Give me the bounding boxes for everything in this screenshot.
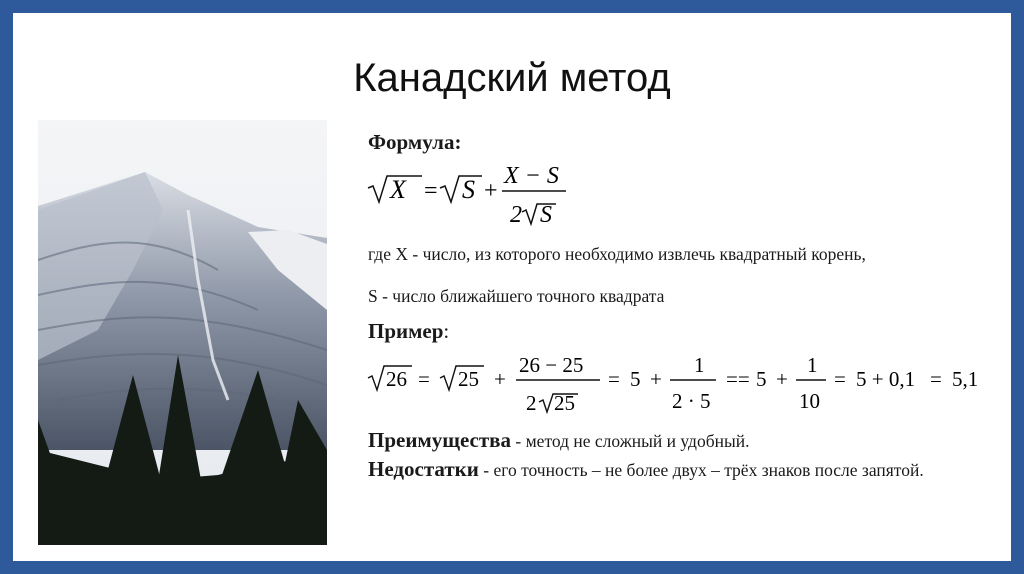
- advantages-text: - метод не сложный и удобный.: [511, 431, 750, 451]
- example-frac2-den: 2 · 5: [672, 389, 711, 413]
- example-label-text: Пример: [368, 319, 444, 343]
- formula-den-s: S: [540, 202, 552, 228]
- formula-lhs-x: X: [390, 175, 406, 204]
- formula-explanation-x: где X - число, из которого необходимо извлечь квадратный корень,: [368, 244, 866, 264]
- formula-eq: =: [424, 178, 438, 204]
- disadvantages-line: [368, 457, 988, 482]
- example-plus-1: +: [494, 367, 506, 391]
- example-label: [368, 319, 449, 344]
- formula-explanation-s: S - число ближайшего точного квадрата: [368, 286, 665, 306]
- disadvantages-label: Недостатки: [368, 457, 479, 481]
- formula-rhs-s: S: [462, 175, 475, 204]
- disadvantages-text: - его точность – не более двух – трёх знаков после запятой.: [478, 460, 924, 480]
- example-root-25: 25: [458, 367, 479, 391]
- example-plus-2: +: [650, 367, 662, 391]
- example-frac3-den: 10: [799, 389, 820, 413]
- example-frac2-num: 1: [694, 353, 705, 377]
- example-calculation: [364, 352, 994, 416]
- advantages-label: Преимущества: [368, 428, 512, 452]
- slide-title: Канадский метод: [353, 56, 671, 100]
- mountain-photo: [38, 120, 327, 545]
- example-sum: 5 + 0,1: [856, 367, 916, 391]
- example-frac1-den-coef: 2: [526, 391, 537, 415]
- formula-numerator: X − S: [504, 163, 559, 189]
- example-frac1-den-root: 25: [554, 391, 575, 415]
- example-five-1: 5: [630, 367, 641, 391]
- example-label-colon: :: [443, 319, 450, 343]
- advantages-line: [368, 428, 988, 453]
- formula-rhs-radical: [440, 176, 482, 202]
- main-formula: [364, 160, 604, 232]
- example-result: 5,1: [952, 367, 979, 391]
- example-five-2: 5: [756, 367, 767, 391]
- example-eqeq: ==: [726, 367, 750, 391]
- example-frac3-num: 1: [807, 353, 818, 377]
- example-eq-2: =: [608, 367, 620, 391]
- example-eq-3: =: [834, 367, 846, 391]
- formula-plus: +: [484, 178, 498, 204]
- example-eq-1: =: [418, 367, 430, 391]
- example-eq-4: =: [930, 367, 942, 391]
- formula-den-coef: 2: [510, 202, 522, 228]
- example-root-26: 26: [386, 367, 407, 391]
- example-plus-3: +: [776, 367, 788, 391]
- formula-label: Формула:: [368, 130, 462, 154]
- example-frac1-num: 26 − 25: [519, 353, 584, 377]
